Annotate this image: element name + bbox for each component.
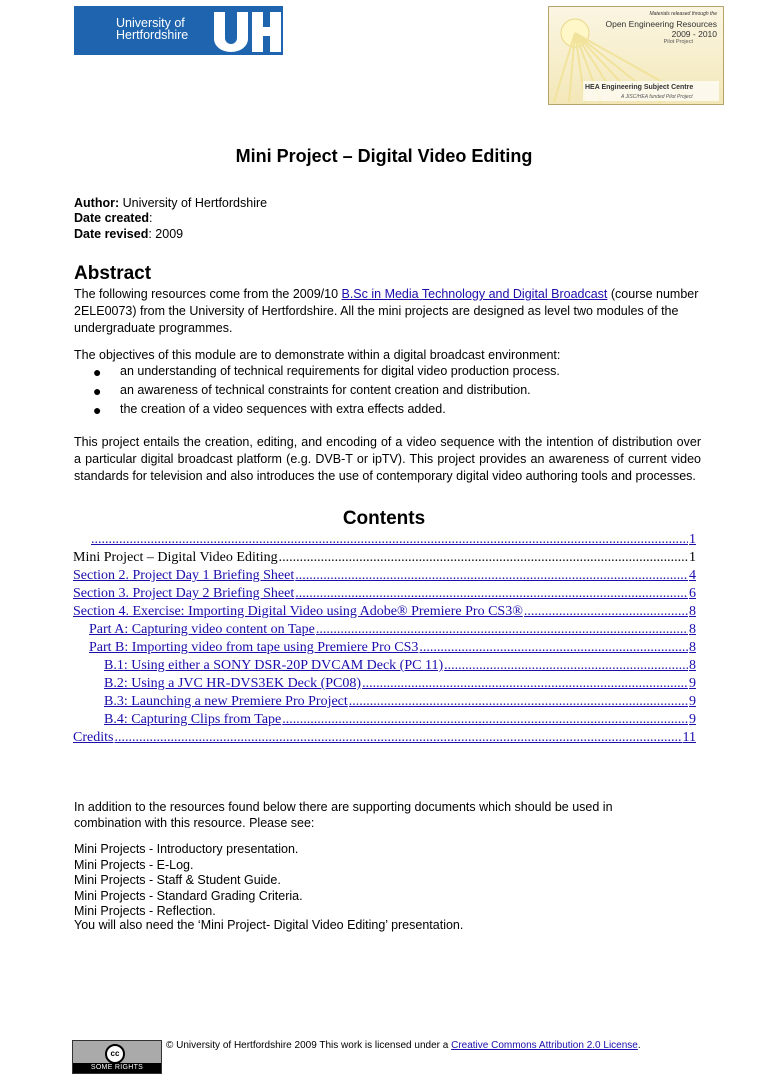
toc-entry[interactable] xyxy=(90,531,696,549)
contents-heading: Contents xyxy=(342,508,426,529)
presentation-note: You will also need the ‘Mini Project- Digital Video Editing’ presentation. xyxy=(74,918,464,932)
toc-leader xyxy=(419,639,688,657)
hea-caption: Materials released through the xyxy=(649,11,717,17)
toc-page: 8 xyxy=(689,658,696,673)
license-text: . xyxy=(637,1040,641,1051)
logo-line-2: Hertfordshire xyxy=(116,28,189,42)
toc-leader xyxy=(282,711,688,729)
supporting-item: Mini Projects - Introductory presentation. xyxy=(74,842,299,856)
toc-page: 9 xyxy=(689,676,696,691)
toc-leader xyxy=(114,729,681,747)
toc-entry[interactable] xyxy=(104,711,696,729)
license-link[interactable]: Creative Commons Attribution 2.0 License xyxy=(451,1040,638,1051)
toc-label: B.1: Using either a SONY DSR-20P DVCAM Deck (PC 11) xyxy=(104,658,444,673)
toc-page: 8 xyxy=(689,604,696,619)
license-notice xyxy=(166,1040,641,1051)
date-revised-line xyxy=(74,227,183,241)
hea-title: Open Engineering Resources xyxy=(605,19,717,29)
toc-page: 11 xyxy=(682,730,696,745)
abstract-paragraph-1 xyxy=(74,286,701,337)
university-logo-text xyxy=(116,17,188,41)
creative-commons-badge[interactable] xyxy=(72,1040,162,1081)
toc-entry[interactable] xyxy=(73,729,696,747)
toc-label: Mini Project – Digital Video Editing xyxy=(73,550,278,565)
toc-entry[interactable] xyxy=(89,621,696,639)
toc-label: Section 3. Project Day 2 Briefing Sheet xyxy=(73,586,295,601)
date-created-value: : xyxy=(149,211,153,225)
toc-entry[interactable] xyxy=(104,675,696,693)
logo-line-1: University of xyxy=(116,16,185,30)
toc-leader xyxy=(316,621,688,639)
toc-label: B.4: Capturing Clips from Tape xyxy=(104,712,282,727)
toc-label: B.2: Using a JVC HR-DVS3EK Deck (PC08) xyxy=(104,676,362,691)
supporting-item: Mini Projects - Standard Grading Criteria. xyxy=(74,889,303,903)
university-logo xyxy=(74,6,283,55)
hea-engineering-badge xyxy=(548,6,724,105)
hea-years: 2009 - 2010 xyxy=(671,29,717,39)
toc-leader xyxy=(524,603,688,621)
objectives-intro: The objectives of this module are to demonstrate within a digital broadcast environment: xyxy=(74,348,561,362)
toc-leader xyxy=(295,567,688,585)
toc-label: Section 4. Exercise: Importing Digital Video using Adobe® Premiere Pro CS3® xyxy=(73,604,523,619)
toc-label: Part B: Importing video from tape using Premiere Pro CS3 xyxy=(89,640,419,655)
hea-centre: HEA Engineering Subject Centre xyxy=(585,84,694,91)
toc-label: B.3: Launching a new Premiere Pro Project xyxy=(104,694,348,709)
toc-page: 1 xyxy=(689,532,696,547)
cc-icon: cc xyxy=(105,1044,125,1064)
hea-funded: A JISC/HEA funded Pilot Project xyxy=(621,94,693,100)
toc-leader xyxy=(444,657,688,675)
bullet-icon: ● xyxy=(93,383,102,399)
toc-label: Credits xyxy=(73,730,114,745)
objective-text: an awareness of technical constraints for content creation and distribution. xyxy=(120,383,531,397)
author-value: University of Hertfordshire xyxy=(119,196,268,210)
bullet-icon: ● xyxy=(93,402,102,418)
supporting-item: Mini Projects - Reflection. xyxy=(74,904,216,918)
toc-entry[interactable] xyxy=(104,657,696,675)
toc-page: 9 xyxy=(689,712,696,727)
supporting-item: Mini Projects - Staff & Student Guide. xyxy=(74,873,281,887)
toc-entry[interactable] xyxy=(73,549,696,567)
toc-label: Part A: Capturing video content on Tape xyxy=(89,622,315,637)
toc-leader xyxy=(295,585,688,603)
date-created-label: Date created xyxy=(74,211,150,225)
toc-entry[interactable] xyxy=(89,639,696,657)
document-title: Mini Project – Digital Video Editing xyxy=(235,146,533,166)
toc-entry[interactable] xyxy=(73,567,696,585)
toc-label: Section 2. Project Day 1 Briefing Sheet xyxy=(73,568,295,583)
bullet-icon: ● xyxy=(93,364,102,380)
toc-entry[interactable] xyxy=(73,603,696,621)
toc-page: 4 xyxy=(689,568,696,583)
hea-pilot: Pilot Project xyxy=(663,39,693,45)
supporting-intro: In addition to the resources found below there are supporting documents which should be used in combination with this resource. Please see: xyxy=(74,800,613,830)
date-revised-label: Date revised xyxy=(74,227,149,241)
toc-page: 1 xyxy=(689,550,696,565)
supporting-item: Mini Projects - E-Log. xyxy=(74,858,194,872)
abstract-heading: Abstract xyxy=(74,263,152,284)
toc-leader xyxy=(279,549,688,567)
author-line xyxy=(74,196,267,210)
toc-entry[interactable] xyxy=(73,585,696,603)
objective-text: the creation of a video sequences with extra effects added. xyxy=(120,402,446,416)
toc-leader xyxy=(91,531,688,549)
toc-page: 9 xyxy=(689,694,696,709)
toc-entry[interactable] xyxy=(104,693,696,711)
toc-leader xyxy=(362,675,688,693)
project-description: This project entails the creation, editing, and encoding of a video sequence with the intention of distribution over a particular digital broadcast platform (e.g. DVB-T or ipTV). This project provides an awareness of current video standards for television and also introduces the use of contemporary digital video authoring tools and processes. xyxy=(74,435,701,483)
abstract-text: (course number 2ELE0073) from the University of Hertfordshire. All the mini projects are designed as level two modules of the undergraduate programmes. xyxy=(74,287,699,335)
toc-page: 8 xyxy=(689,640,696,655)
toc-page: 8 xyxy=(689,622,696,637)
license-text: © University of Hertfordshire 2009 This work is licensed under a xyxy=(166,1040,452,1051)
date-created-line xyxy=(74,211,153,225)
abstract-text: The following resources come from the 2009/10 xyxy=(74,287,342,301)
date-revised-value: : 2009 xyxy=(148,227,184,241)
course-link[interactable]: B.Sc in Media Technology and Digital Broadcast xyxy=(341,287,608,301)
uh-monogram-icon xyxy=(212,12,282,52)
toc-page: 6 xyxy=(689,586,696,601)
objective-text: an understanding of technical requirements for digital video production process. xyxy=(120,364,560,378)
toc-leader xyxy=(349,693,688,711)
cc-strip: SOME RIGHTS RESERVED xyxy=(73,1063,161,1073)
author-label: Author: xyxy=(74,196,120,210)
